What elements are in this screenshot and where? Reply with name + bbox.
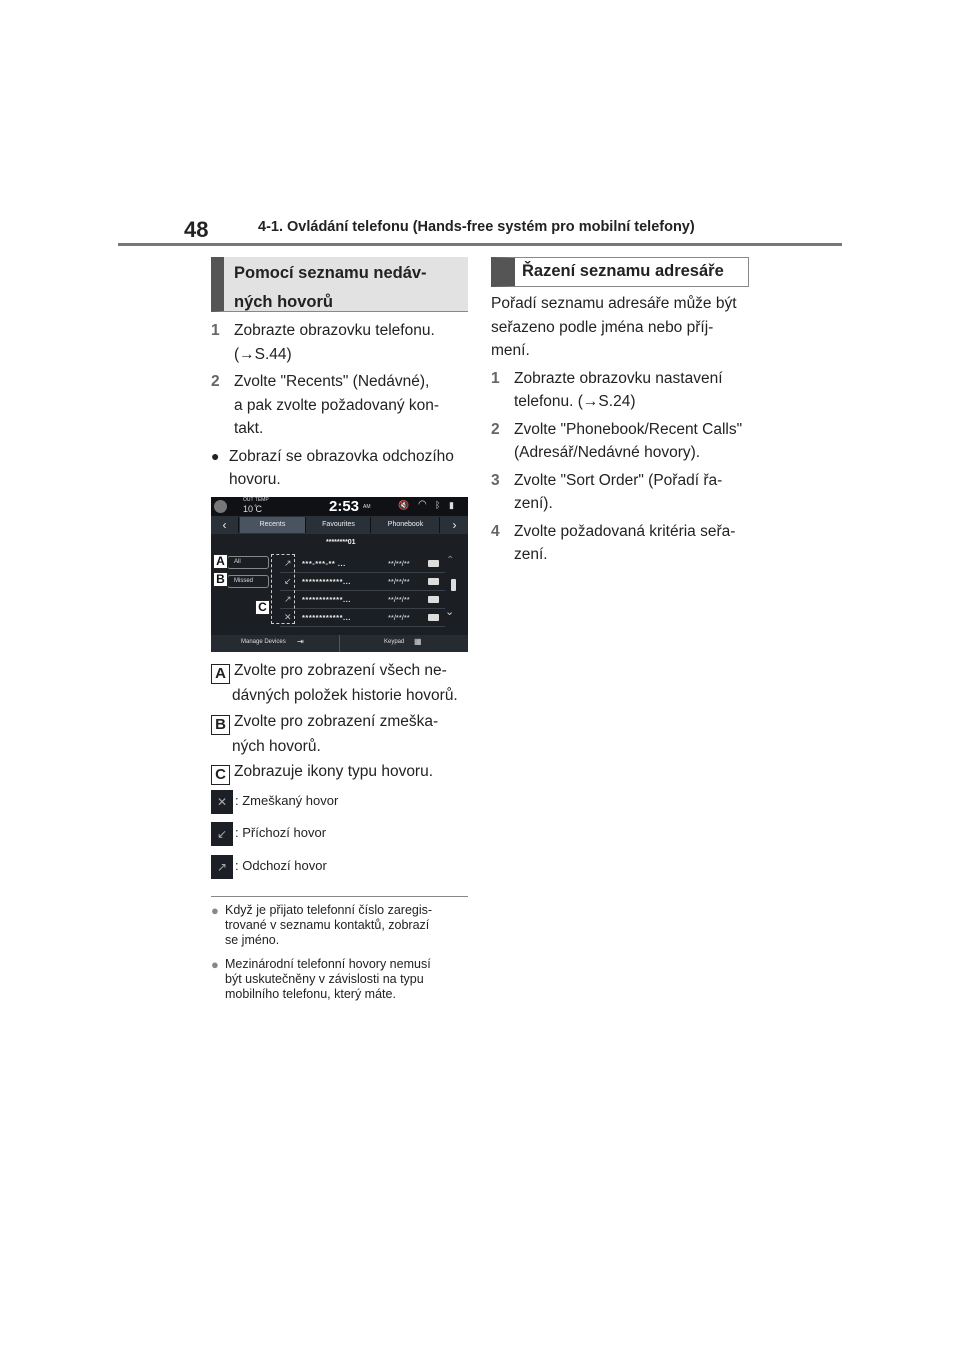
contact-name: ***-***-** ... — [302, 559, 346, 568]
clock-ampm: AM — [363, 504, 371, 510]
label-a-text-cont: dávných položek historie hovorů. — [232, 687, 458, 704]
out-temp-label: OUT TEMP — [243, 497, 269, 503]
step-text: a pak zvolte požadovaný kon- — [234, 396, 440, 414]
bullet-dot-icon: ● — [211, 447, 220, 464]
note-2 — [211, 957, 468, 1002]
status-bar — [211, 497, 468, 516]
label-b: B — [211, 715, 230, 735]
step-number: 2 — [211, 373, 220, 390]
header-rule — [118, 243, 842, 246]
sort-step-4 — [491, 520, 753, 567]
message-icon — [428, 578, 439, 585]
tab-favourites[interactable]: Favourites — [307, 517, 371, 533]
phone-tabs — [211, 516, 468, 534]
speaker-muted-icon: 🔇 — [398, 500, 410, 510]
legend-text: : Příchozí hovor — [235, 825, 327, 840]
step-text: takt. — [234, 420, 264, 437]
outgoing-call-icon: ↗ — [284, 558, 292, 568]
intro-text: Pořadí seznamu adresáře může být — [491, 295, 737, 312]
keypad-button[interactable]: Keypad — [384, 639, 405, 645]
step-text: Zvolte "Phonebook/Recent Calls" — [514, 420, 743, 438]
step-text: zení). — [514, 495, 553, 512]
bluetooth-icon: ᛒ — [435, 500, 441, 510]
out-temp-value: 10 ̊C — [243, 504, 263, 514]
legend-missed — [211, 789, 338, 814]
step-text: (→S.44) — [234, 345, 292, 363]
recent-row[interactable] — [280, 609, 445, 627]
running-head: 4-1. Ovládání telefonu (Hands-free systém pro mobilní telefony) — [258, 219, 695, 235]
contact-name: ************... — [302, 577, 351, 586]
device-exit-icon: ⇥ — [297, 637, 304, 646]
section-title-line-1: Pomocí seznamu nedáv- — [234, 264, 427, 282]
label-b-text-cont: ných hovorů. — [232, 738, 321, 755]
label-c-description — [211, 760, 433, 785]
step-text: Zvolte "Recents" (Nedávné), — [234, 373, 430, 390]
note-text: mobilního telefonu, který máte. — [225, 987, 396, 1001]
manage-devices-button[interactable]: Manage Devices — [241, 639, 286, 645]
step-number: 1 — [211, 322, 220, 339]
scroll-up-icon[interactable]: ⌃ — [446, 555, 455, 566]
label-a-description — [211, 659, 458, 708]
note-text: Mezinárodní telefonní hovory nemusí — [225, 957, 431, 971]
sort-step-3 — [491, 469, 753, 516]
step-text: Zobrazte obrazovku telefonu. — [234, 322, 435, 339]
step-text: zení. — [514, 546, 548, 563]
step-text: Zvolte požadovaná kritéria seřa- — [514, 522, 736, 540]
note-bullet-icon: ● — [211, 903, 219, 918]
message-icon — [428, 614, 439, 621]
callout-c: C — [255, 600, 270, 615]
section-heading-sort — [491, 257, 749, 287]
tab-recents[interactable]: Recents — [240, 517, 306, 533]
note-text: Když je přijato telefonní číslo zaregis- — [225, 903, 433, 917]
bottom-bar — [211, 635, 468, 652]
step-1 — [211, 319, 468, 366]
label-b-description — [211, 710, 438, 759]
scrollbar[interactable] — [451, 579, 456, 591]
section-heading-recents — [211, 257, 468, 312]
callout-a: A — [213, 554, 228, 569]
bullet-result — [211, 445, 468, 492]
wifi-icon: ◠ — [418, 499, 427, 510]
missed-button[interactable]: Missed — [227, 575, 269, 588]
note-text: být uskutečněny v závislosti na typu — [225, 972, 424, 986]
legend-text: : Zmeškaný hovor — [235, 793, 339, 808]
missed-call-icon: ✕ — [284, 612, 292, 622]
sort-step-2 — [491, 418, 753, 465]
car-icon — [214, 500, 227, 513]
clock: 2:53 — [329, 498, 360, 515]
note-text: se jméno. — [225, 933, 280, 947]
call-date: **/**/** — [388, 577, 410, 586]
page-number: 48 — [184, 217, 209, 242]
call-date: **/**/** — [388, 559, 410, 568]
contact-name: ************... — [302, 613, 351, 622]
contact-header: ********01 — [326, 539, 356, 546]
phone-screen-image — [211, 497, 468, 652]
outgoing-call-icon: ↗ — [211, 855, 233, 879]
right-content — [491, 292, 753, 571]
bottom-divider — [339, 635, 340, 652]
scroll-down-icon[interactable]: ⌄ — [445, 606, 455, 618]
callout-b: B — [213, 572, 228, 587]
section-title-sort: Řazení seznamu adresáře — [522, 262, 724, 280]
bullet-text: hovoru. — [229, 471, 281, 488]
message-icon — [428, 560, 439, 567]
label-a-text: Zvolte pro zobrazení všech ne- — [234, 662, 447, 679]
step-number: 2 — [491, 420, 500, 438]
message-icon — [428, 596, 439, 603]
step-number: 4 — [491, 522, 500, 540]
recent-row[interactable] — [280, 591, 445, 609]
tab-phonebook[interactable]: Phonebook — [372, 517, 440, 533]
call-date: **/**/** — [388, 613, 410, 622]
left-steps — [211, 319, 468, 492]
step-text: Zvolte "Sort Order" (Pořadí řa- — [514, 471, 723, 489]
label-a: A — [211, 664, 230, 684]
note-bullet-icon: ● — [211, 957, 219, 972]
sort-step-1 — [491, 367, 753, 414]
incoming-call-icon: ↙ — [211, 822, 233, 846]
signal-icon: ▮ — [449, 500, 454, 510]
outgoing-call-icon: ↗ — [284, 594, 292, 604]
note-text: trované v seznamu kontaktů, zobrazí — [225, 918, 430, 932]
label-b-text: Zvolte pro zobrazení zmeška- — [234, 713, 439, 730]
step-text: telefonu. (→S.24) — [514, 393, 636, 410]
note-1 — [211, 903, 468, 948]
notes-divider — [211, 896, 468, 897]
step-2 — [211, 370, 468, 441]
section-title-line-2: ných hovorů — [234, 293, 334, 311]
recent-row[interactable] — [280, 573, 445, 591]
next-arrow-icon[interactable]: › — [452, 518, 457, 532]
step-number: 1 — [491, 369, 500, 387]
legend-outgoing — [211, 854, 327, 879]
step-text: Zobrazte obrazovku nastavení — [514, 369, 723, 387]
label-c: C — [211, 765, 230, 785]
icon-column-frame — [271, 554, 295, 624]
recent-row[interactable] — [280, 555, 445, 573]
keypad-grid-icon: ▦ — [414, 637, 422, 646]
step-text: (Adresář/Nedávné hovory). — [514, 444, 701, 461]
step-number: 3 — [491, 471, 500, 489]
label-c-text: Zobrazuje ikony typu hovoru. — [234, 763, 434, 780]
intro-text: mení. — [491, 342, 530, 359]
all-button[interactable]: All — [227, 556, 269, 569]
missed-call-icon: ✕ — [211, 790, 233, 814]
legend-incoming — [211, 821, 326, 846]
bullet-text: Zobrazí se obrazovka odchozího — [229, 447, 454, 465]
legend-text: : Odchozí hovor — [235, 858, 327, 873]
intro-text: seřazeno podle jména nebo příj- — [491, 318, 714, 336]
contact-name: ************... — [302, 595, 351, 604]
prev-arrow-icon[interactable]: ‹ — [211, 517, 239, 533]
incoming-call-icon: ↙ — [284, 576, 292, 586]
call-date: **/**/** — [388, 595, 410, 604]
